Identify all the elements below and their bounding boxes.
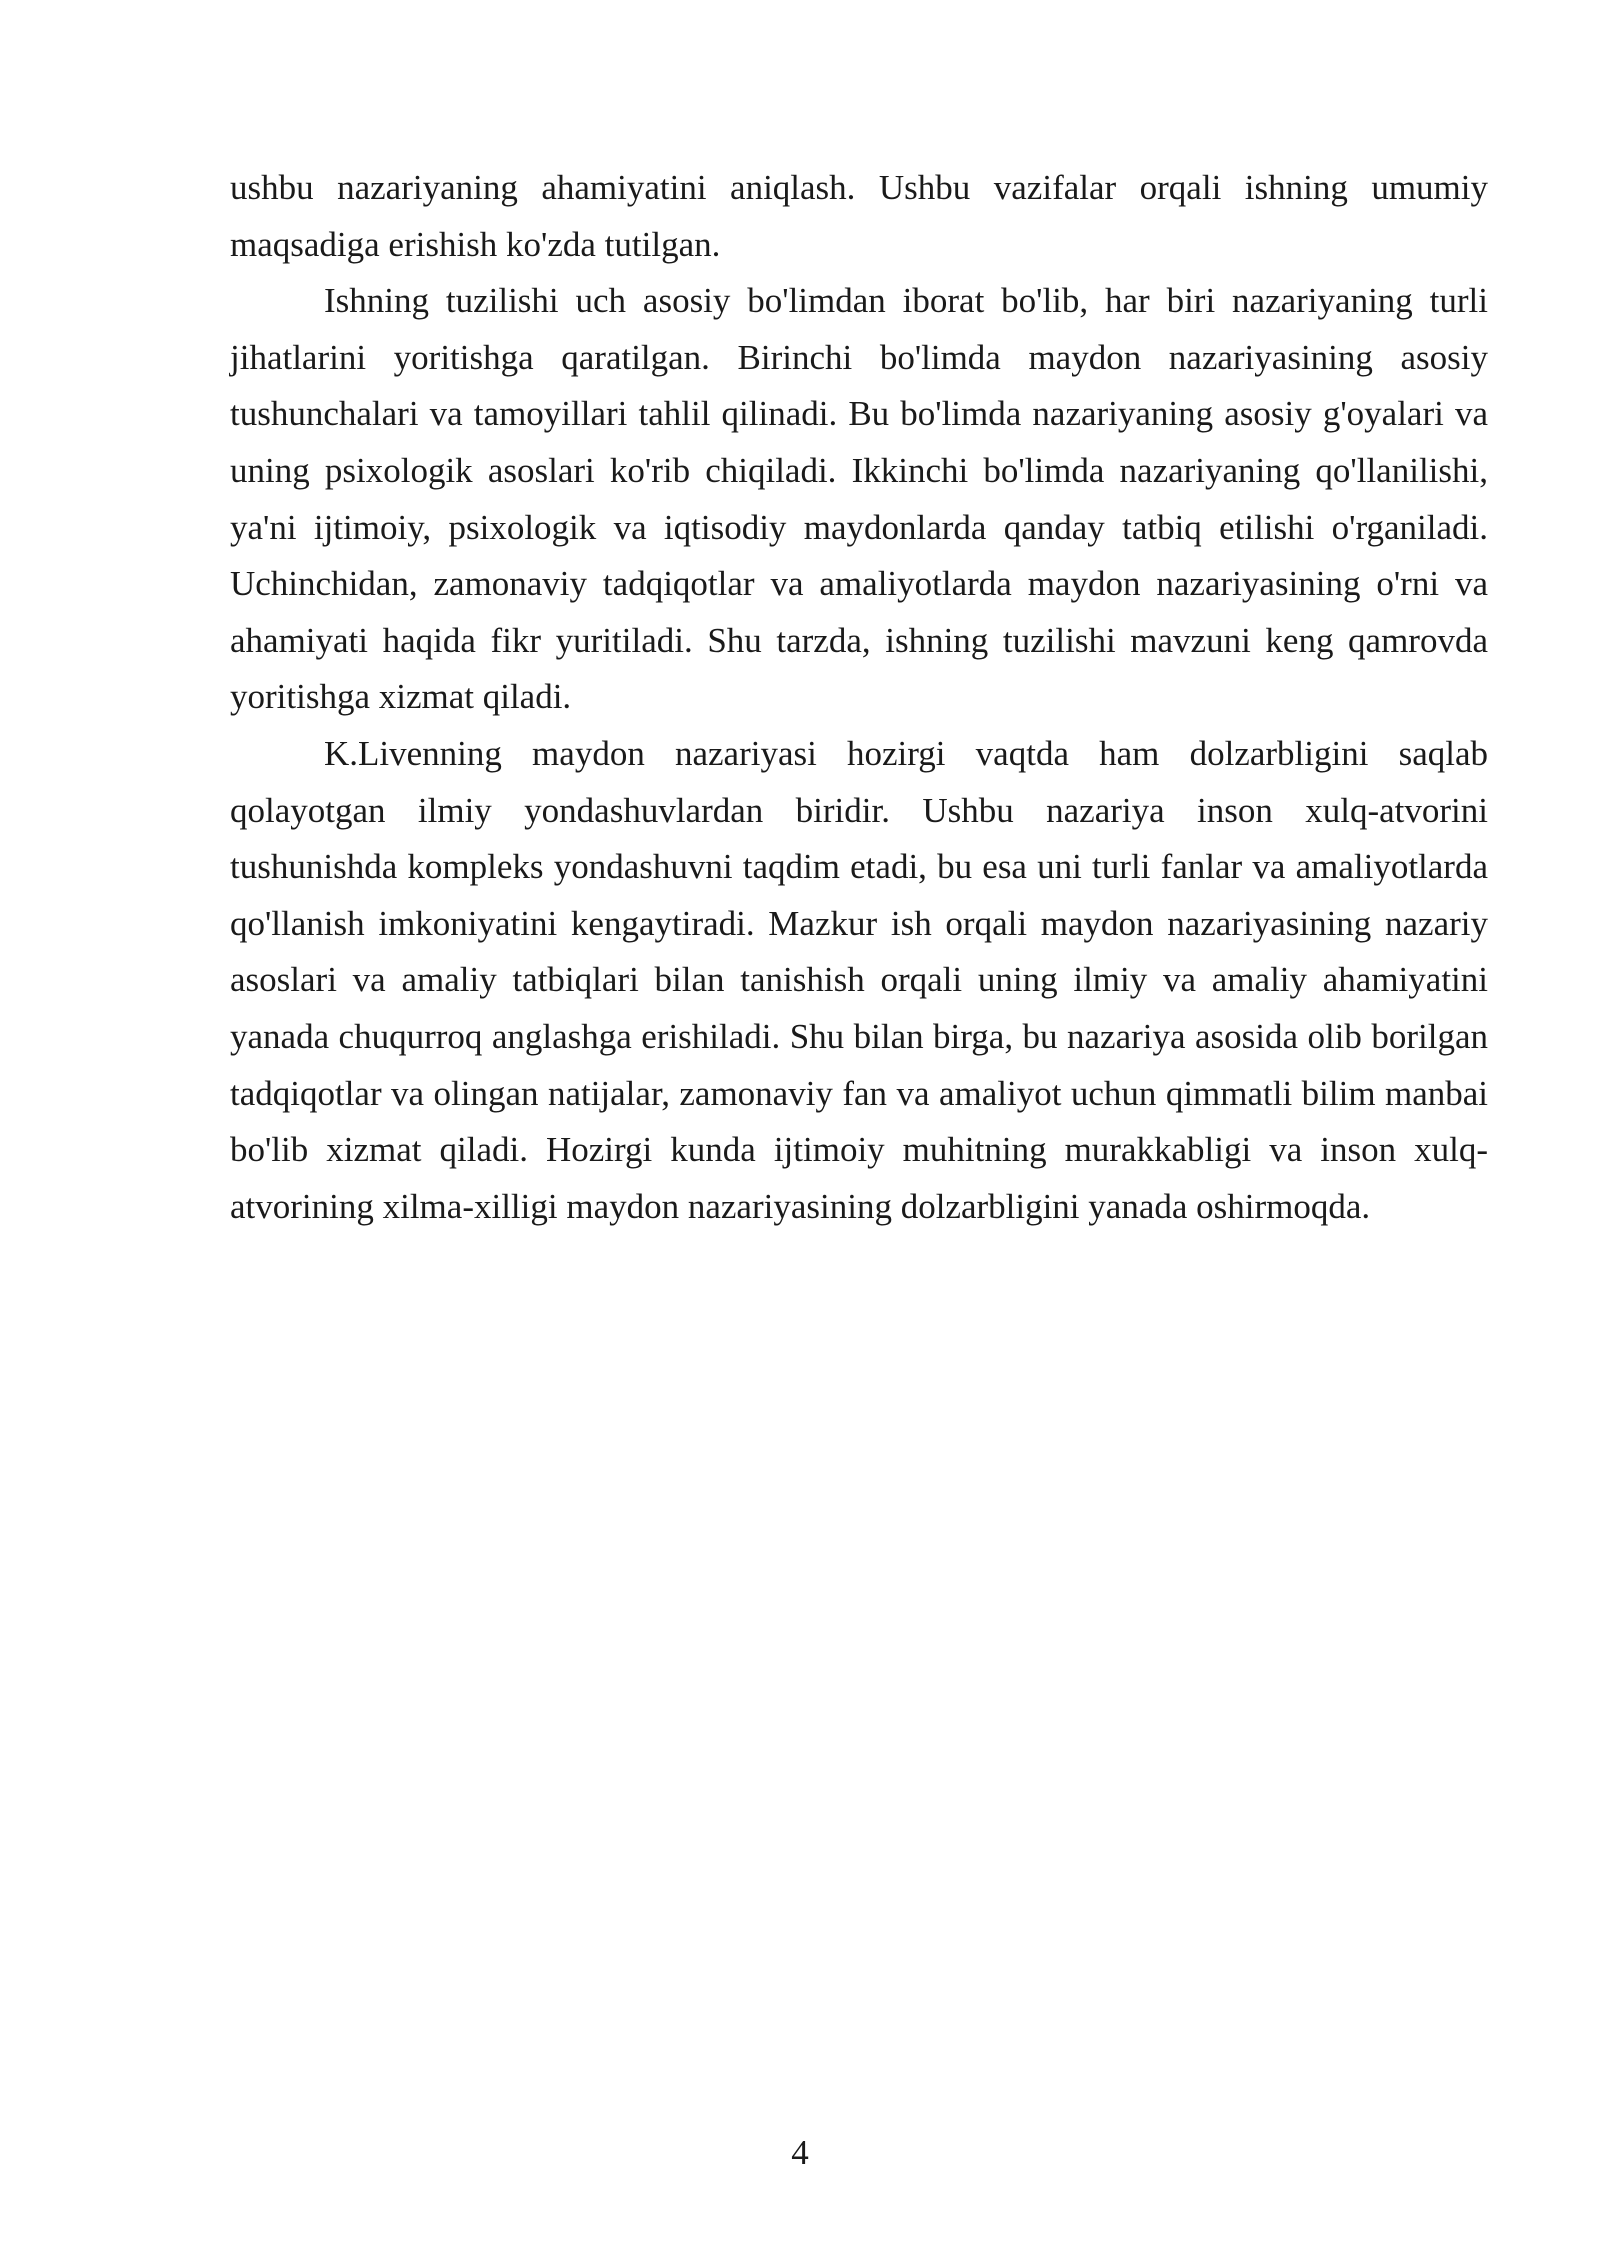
paragraph-continuation: ushbu nazariyaning ahamiyatini aniqlash. Ushbu vazifalar orqali ishning umumiy maqsadiga erishish ko'zda tutilgan. <box>230 168 1488 264</box>
body-text <box>230 160 1488 1235</box>
paragraph-structure: Ishning tuzilishi uch asosiy bo'limdan iborat bo'lib, har biri nazariyaning turli jihatlarini yoritishga qaratilgan. Birinchi bo'limda maydon nazariyasining asosiy tushunchalari va tamoyillari tahlil qilinadi. Bu bo'limda nazariyaning asosiy g'oyalari va uning psixologik asoslari ko'rib chiqiladi. Ikkinchi bo'limda nazariyaning qo'llanilishi, ya'ni ijtimoiy, psixologik va iqtisodiy maydonlarda qanday tatbiq etilishi o'rganiladi. Uchinchidan, zamonaviy tadqiqotlar va amaliyotlarda maydon nazariyasining o'rni va ahamiyati haqida fikr yuritiladi. Shu tarzda, ishning tuzilishi mavzuni keng qamrovda yoritishga xizmat qiladi. <box>230 281 1488 717</box>
page-number: 4 <box>791 2133 809 2172</box>
paragraph-conclusion: K.Livenning maydon nazariyasi hozirgi vaqtda ham dolzarbligini saqlab qolayotgan ilmiy yondashuvlardan biridir. Ushbu nazariya inson xulq-atvorini tushunishda kompleks yondashuvni taqdim etadi, bu esa uni turli fanlar va amaliyotlarda qo'llanish imkoniyatini kengaytiradi. Mazkur ish orqali maydon nazariyasining nazariy asoslari va amaliy tatbiqlari bilan tanishish orqali uning ilmiy va amaliy ahamiyatini yanada chuqurroq anglashga erishiladi. Shu bilan birga, bu nazariya asosida olib borilgan tadqiqotlar va olingan natijalar, zamonaviy fan va amaliyot uchun qimmatli bilim manbai bo'lib xizmat qiladi. Hozirgi kunda ijtimoiy muhitning murakkabligi va inson xulq-atvorining xilma-xilligi maydon nazariyasining dolzarbligini yanada oshirmoqda. <box>230 733 1488 1226</box>
